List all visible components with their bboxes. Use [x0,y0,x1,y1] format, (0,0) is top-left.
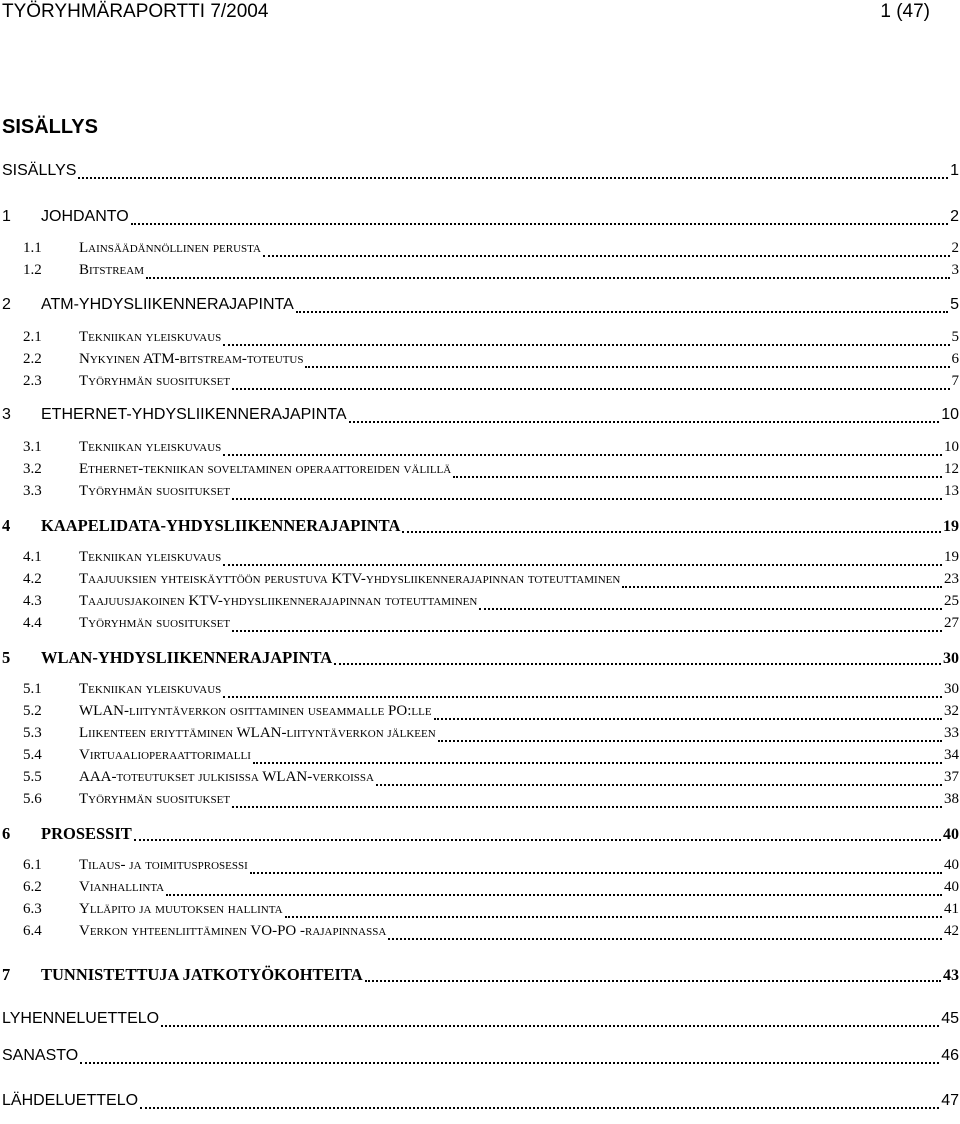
toc-leader-dots [166,894,942,896]
toc-entry-label: Työryhmän suositukset [79,483,231,499]
toc-leader-dots [438,740,942,742]
toc-entry[interactable] [0,615,960,637]
toc-leader-dots [253,762,942,764]
toc-entry[interactable] [0,208,960,230]
toc-entry-page: 40 [943,826,959,843]
toc-entry[interactable] [0,296,960,318]
toc-entry[interactable] [0,923,960,945]
toc-entry-page: 40 [944,879,959,895]
toc-entry-label: Nykyinen ATM-bitstream-toteutus [79,351,304,367]
toc-entry-label: WLAN-YHDYSLIIKENNERAJAPINTA [41,648,333,667]
toc-leader-dots [334,663,941,665]
toc-entry-number: 2.2 [23,351,42,367]
toc-entry[interactable] [0,725,960,747]
toc-entry-label: ATM-YHDYSLIIKENNERAJAPINTA [41,296,294,313]
toc-entry[interactable] [0,681,960,703]
toc-entry-label: Tekniikan yleiskuvaus [79,329,222,345]
toc-entry-page: 43 [943,967,959,984]
toc-leader-dots [131,223,948,225]
toc-entry-label: Ylläpito ja muutoksen hallinta [79,901,283,917]
toc-leader-dots [622,586,942,588]
toc-leader-dots [479,608,942,610]
toc-entry-label: WLAN-liityntäverkon osittaminen useammalle PO:lle [79,703,432,719]
toc-entry-label: Tekniikan yleiskuvaus [79,439,222,455]
toc-entry-number: 6.2 [23,879,42,895]
toc-entry-page: 46 [941,1047,959,1064]
toc-entry-page: 40 [944,857,959,873]
toc-entry-label: SISÄLLYS [2,162,77,179]
toc-leader-dots [232,388,949,390]
toc-entry-number: 3.2 [23,461,42,477]
toc-entry-label: Liikenteen eriyttäminen WLAN-liityntäverkon jälkeen [79,725,436,741]
toc-entry-number: 4.1 [23,549,42,565]
toc-entry[interactable] [0,747,960,769]
toc-entry-page: 2 [951,240,959,256]
toc-entry-number: 5 [2,648,11,667]
toc-entry-page: 38 [944,791,959,807]
toc-entry-label: Tekniikan yleiskuvaus [79,549,222,565]
toc-entry-number: 1.2 [23,262,42,278]
toc-entry-page: 34 [944,747,959,763]
toc-entry-page: 6 [951,351,959,367]
toc-entry-page: 27 [944,615,959,631]
toc-entry-page: 33 [944,725,959,741]
toc-entry-number: 4 [2,516,11,535]
toc-entry-label: Lainsäädännöllinen perusta [79,240,261,256]
toc-leader-dots [223,454,942,456]
toc-entry-number: 3.1 [23,439,42,455]
toc-entry-label: KAAPELIDATA-YHDYSLIIKENNERAJAPINTA [41,516,401,535]
toc-entry-page: 5 [951,329,959,345]
toc-entry[interactable] [0,1092,960,1114]
toc-entry-page: 30 [943,650,959,667]
toc-entry-number: 4.4 [23,615,42,631]
toc-leader-dots [296,311,948,313]
toc-leader-dots [78,177,948,179]
toc-entry[interactable] [0,1047,960,1069]
toc-entry-label: ETHERNET-YHDYSLIIKENNERAJAPINTA [41,406,347,423]
page-number: 1 (47) [880,1,930,22]
toc-leader-dots [250,872,942,874]
toc-entry-page: 2 [950,208,959,225]
toc-entry[interactable] [0,965,960,987]
toc-entry[interactable] [0,824,960,846]
toc-entry-label: Verkon yhteenliittäminen VO-PO -rajapinnassa [79,923,387,939]
toc-leader-dots [223,344,949,346]
toc-entry-page: 37 [944,769,959,785]
toc-entry-label: Virtuaalioperaattorimalli [79,747,251,763]
toc-entry-label: LÄHDELUETTELO [2,1092,139,1109]
toc-entry-number: 2.3 [23,373,42,389]
toc-entry-number: 6 [2,824,11,843]
toc-entry-number: 4.3 [23,593,42,609]
toc-entry-number: 5.3 [23,725,42,741]
toc-entry-page: 45 [941,1010,959,1027]
toc-entry-page: 10 [944,439,959,455]
toc-entry-label: SANASTO [2,1047,79,1064]
toc-entry-page: 7 [951,373,959,389]
toc-entry-number: 7 [2,965,11,984]
toc-leader-dots [146,277,949,279]
toc-entry-label: Ethernet-tekniikan soveltaminen operaattoreiden välillä [79,461,452,477]
toc-entry[interactable] [0,461,960,483]
toc-leader-dots [376,784,942,786]
toc-entry-page: 25 [944,593,959,609]
toc-entry-number: 3.3 [23,483,42,499]
toc-entry[interactable] [0,791,960,813]
toc-leader-dots [349,421,940,423]
toc-leader-dots [80,1062,939,1064]
toc-leader-dots [232,806,942,808]
toc-entry-page: 19 [944,549,959,565]
toc-entry-label: JOHDANTO [41,208,129,225]
toc-entry-label: Taajuuksien yhteiskäyttöön perustuva KTV-yhdysliikennerajapinnan toteuttaminen [79,571,621,587]
toc-entry-label: Vianhallinta [79,879,165,895]
toc-entry-number: 2.1 [23,329,42,345]
toc-entry-label: Työryhmän suositukset [79,791,231,807]
toc-entry[interactable] [0,516,960,538]
toc-entry[interactable] [0,162,960,184]
toc-leader-dots [434,718,942,720]
toc-entry-number: 5.5 [23,769,42,785]
toc-leader-dots [305,366,949,368]
toc-entry-number: 5.6 [23,791,42,807]
toc-entry-label: TUNNISTETTUJA JATKOTYÖKOHTEITA [41,965,363,984]
toc-entry[interactable] [0,1010,960,1032]
toc-leader-dots [223,564,942,566]
toc-entry-label: PROSESSIT [41,824,132,843]
toc-entry-label: Taajuusjakoinen KTV-yhdysliikennerajapinnan toteuttaminen [79,593,478,609]
toc-entry-number: 4.2 [23,571,42,587]
toc-entry[interactable] [0,262,960,284]
toc-entry[interactable] [0,571,960,593]
toc-leader-dots [388,938,942,940]
report-title: TYÖRYHMÄRAPORTTI 7/2004 [2,1,269,22]
toc-entry[interactable] [0,648,960,670]
toc-entry-page: 1 [950,162,959,179]
toc-entry[interactable] [0,483,960,505]
toc-entry-label: Työryhmän suositukset [79,615,231,631]
toc-entry-number: 6.3 [23,901,42,917]
toc-entry-page: 23 [944,571,959,587]
toc-entry[interactable] [0,769,960,791]
toc-entry[interactable] [0,901,960,923]
toc-entry-page: 13 [944,483,959,499]
toc-leader-dots [223,696,942,698]
toc-entry-page: 3 [951,262,959,278]
toc-entry-label: Työryhmän suositukset [79,373,231,389]
toc-entry-number: 6.1 [23,857,42,873]
toc-entry-page: 42 [944,923,959,939]
toc-entry[interactable] [0,373,960,395]
toc-entry-label: Bitstream [79,262,145,278]
toc-entry-page: 10 [941,406,959,423]
toc-entry-page: 12 [944,461,959,477]
toc-entry[interactable] [0,240,960,262]
toc-entry-label: Tilaus- ja toimitusprosessi [79,857,248,873]
toc-entry-page: 30 [944,681,959,697]
toc-entry[interactable] [0,857,960,879]
toc-entry[interactable] [0,406,960,428]
toc-entry-page: 47 [941,1092,959,1109]
toc-entry-label: AAA-toteutukset julkisissa WLAN-verkoissa [79,769,374,785]
toc-entry-page: 19 [943,518,959,535]
toc-entry[interactable] [0,329,960,351]
toc-entry[interactable] [0,549,960,571]
toc-entry-number: 1.1 [23,240,42,256]
toc-leader-dots [365,980,941,982]
toc-entry-number: 3 [2,406,11,423]
toc-entry-number: 1 [2,208,11,225]
toc-heading: SISÄLLYS [2,116,98,138]
toc-entry[interactable] [0,879,960,901]
toc-entry-number: 5.2 [23,703,42,719]
toc-entry-number: 5.1 [23,681,42,697]
toc-leader-dots [232,498,942,500]
toc-entry-number: 2 [2,296,11,313]
toc-leader-dots [402,531,941,533]
toc-entry-page: 41 [944,901,959,917]
toc-entry-page: 32 [944,703,959,719]
toc-entry[interactable] [0,439,960,461]
toc-leader-dots [232,630,942,632]
toc-entry-number: 6.4 [23,923,42,939]
toc-leader-dots [453,476,942,478]
toc-entry-number: 5.4 [23,747,42,763]
toc-leader-dots [285,916,942,918]
toc-entry-label: LYHENNELUETTELO [2,1010,160,1027]
toc-leader-dots [134,839,941,841]
toc-leader-dots [140,1107,939,1109]
toc-leader-dots [161,1025,939,1027]
toc-entry[interactable] [0,351,960,373]
toc-entry-label: Tekniikan yleiskuvaus [79,681,222,697]
toc-entry[interactable] [0,703,960,725]
toc-leader-dots [263,255,950,257]
toc-entry[interactable] [0,593,960,615]
toc-entry-page: 5 [950,296,959,313]
